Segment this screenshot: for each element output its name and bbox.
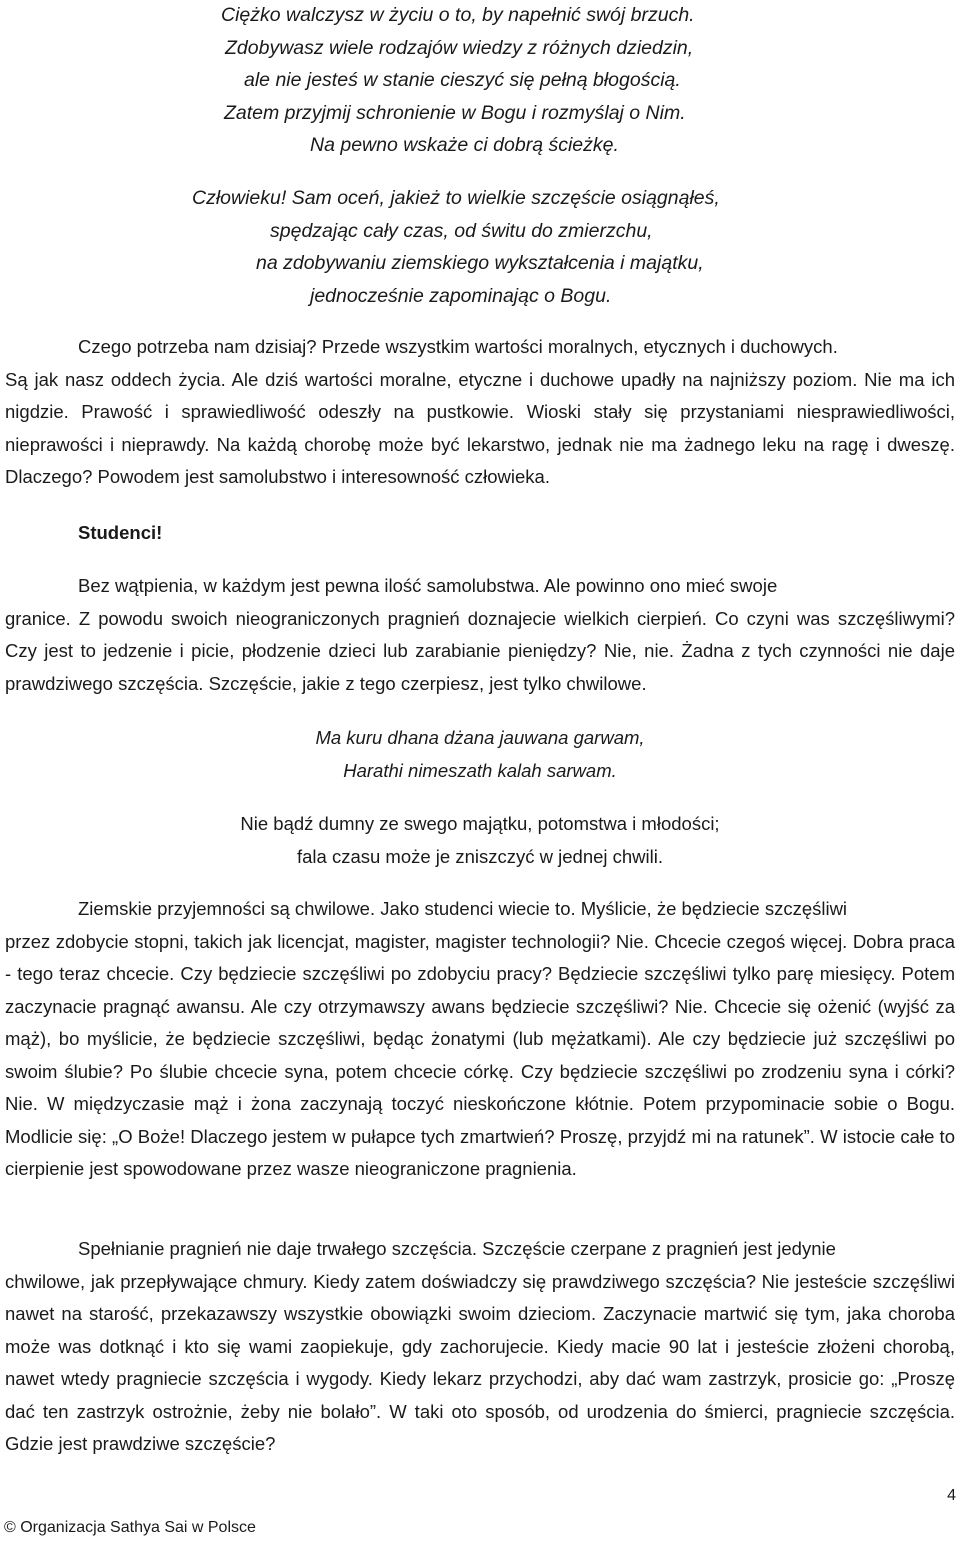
verse-line: Harathi nimeszath kalah sarwam.: [343, 759, 617, 781]
poem-line: jednocześnie zapominając o Bogu.: [310, 284, 612, 307]
paragraph-values: [5, 331, 955, 494]
paragraph-body: Są jak nasz oddech życia. Ale dziś wartości moralne, etyczne i duchowe upadły na najniższy poziom. Nie ma ich nigdzie. Prawość i sprawiedliwość odeszły na pustkowie. Wioski stały się przystaniami niesprawiedliwości, nieprawości i nieprawdy. Na każdą chorobę może być lekarstwo, jednak nie ma żadnego leku na ragę i dweszę. Dlaczego? Powodem jest samolubstwo i interesowność człowieka.: [5, 368, 955, 487]
footer-copyright: © Organizacja Sathya Sai w Polsce: [4, 1519, 256, 1536]
paragraph-first-line: Ziemskie przyjemności są chwilowe. Jako studenci wiecie to. Myślicie, że będziecie szczęśliwi: [78, 898, 848, 919]
poem-line: na zdobywaniu ziemskiego wykształcenia i majątku,: [256, 252, 704, 274]
poem-line: Zdobywasz wiele rodzajów wiedzy z różnych dziedzin,: [225, 36, 694, 59]
poem-line: Na pewno wskaże ci dobrą ścieżkę.: [310, 134, 619, 156]
paragraph-body: chwilowe, jak przepływające chmury. Kiedy zatem doświadczy się prawdziwego szczęścia? Nie jesteście szczęśliwi nawet na starość, przekazawszy wszystkie obowiązki swoim dzieciom. Zaczynacie martwić się tym, jaka choroba może was dotknąć i kto się wami zaopiekuje, gdy zachorujecie. Kiedy macie 90 lat i jesteście złożeni chorobą, nawet wtedy pragniecie szczęścia i wygody. Kiedy lekarz przychodzi, aby dać wam zastrzyk, prosicie go: „Proszę dać ten zastrzyk ostrożnie, żeby nie bolało”. W taki oto sposób, od urodzenia do śmierci, pragniecie szczęścia. Gdzie jest prawdziwe szczęście?: [5, 1270, 955, 1454]
poem-line: spędzając cały czas, od świtu do zmierzchu,: [270, 219, 653, 242]
verse-line: Ma kuru dhana dżana jauwana garwam,: [315, 727, 645, 748]
poem-line: ale nie jesteś w stanie cieszyć się pełną błogością.: [244, 69, 681, 91]
paragraph-first-line: Czego potrzeba nam dzisiaj? Przede wszystkim wartości moralnych, etycznych i duchowych.: [78, 336, 838, 357]
paragraph-selfishness: [5, 570, 955, 700]
verse-translation: [0, 808, 960, 873]
section-heading: Studenci!: [78, 522, 163, 543]
paragraph-worldly-pleasures: [5, 893, 955, 1186]
sanskrit-verse: [0, 722, 960, 787]
paragraph-body: przez zdobycie stopni, takich jak licencjat, magister, magister technologii? Nie. Chcecie czegoś więcej. Dobra praca - tego teraz chcecie. Czy będziecie szczęśliwi po zdobyciu pracy? Będziecie szczęśliwi tylko parę miesięcy. Potem zaczynacie pragnąć awansu. Ale czy otrzymawszy awans będziecie szczęśliwi? Nie. Chcecie się ożenić (wyjść za mąż), bo myślicie, że będziecie szczęśliwi, będąc żonatymi (lub mężatkami). Ale czy będziecie już szczęśliwi po swoim ślubie? Po ślubie chcecie syna, potem chcecie córkę. Czy będziecie szczęśliwi po zrodzeniu syna i córki? Nie. W międzyczasie mąż i żona zaczynają toczyć nieskończone kłótnie. Potem przypominacie sobie o Bogu. Modlicie się: „O Boże! Dlaczego jestem w pułapce tych zmartwień? Proszę, przyjdź mi na ratunek”. W istocie całe to cierpienie jest spowodowane przez wasze nieograniczone pragnienia.: [5, 930, 955, 1179]
poem-stanza-two: [0, 182, 960, 312]
page-number: 4: [947, 1487, 956, 1504]
paragraph-desires: [5, 1233, 955, 1461]
poem-line: Zatem przyjmij schronienie w Bogu i rozmyślaj o Nim.: [224, 101, 686, 124]
paragraph-first-line: Bez wątpienia, w każdym jest pewna ilość samolubstwa. Ale powinno ono mieć swoje: [78, 575, 778, 596]
paragraph-first-line: Spełnianie pragnień nie daje trwałego szczęścia. Szczęście czerpane z pragnień jest jedynie: [78, 1238, 836, 1259]
paragraph-body: granice. Z powodu swoich nieograniczonych pragnień doznajecie wielkich cierpień. Co czyni was szczęśliwymi? Czy jest to jedzenie i picie, płodzenie dzieci lub zarabianie pieniędzy? Nie, nie. Żadna z tych czynności nie daje prawdziwego szczęścia. Szczęście, jakie z tego czerpiesz, jest tylko chwilowe.: [5, 607, 955, 694]
poem-stanza-one: [0, 0, 960, 162]
poem-line: Ciężko walczysz w życiu o to, by napełnić swój brzuch.: [221, 4, 695, 26]
poem-line: Człowieku! Sam oceń, jakież to wielkie szczęście osiągnąłeś,: [192, 187, 720, 209]
verse-line: fala czasu może je zniszczyć w jednej chwili.: [296, 845, 664, 867]
verse-line: Nie bądź dumny ze swego majątku, potomstwa i młodości;: [240, 813, 720, 834]
